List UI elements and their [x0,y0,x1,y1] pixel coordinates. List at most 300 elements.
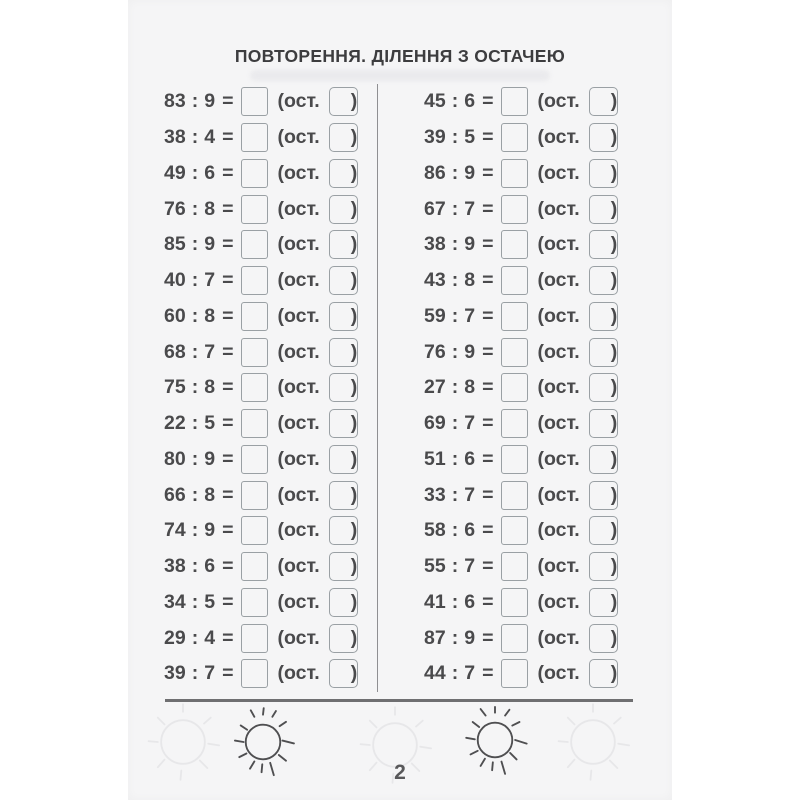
remainder-group [329,445,358,474]
remainder-label: (ост. [537,340,580,363]
close-paren: ) [610,626,618,649]
remainder-label: (ост. [537,555,580,578]
division-sign: : [191,304,199,327]
remainder-group [589,123,618,152]
exercise-row [424,263,672,299]
remainder-group [329,373,358,402]
quotient-answer-box[interactable] [241,624,268,653]
close-paren: ) [350,376,358,399]
page-number: 2 [394,761,406,784]
remainder-label: (ост. [537,447,580,470]
quotient-answer-box[interactable] [501,624,528,653]
dividend: 39 [424,126,446,149]
exercise-row [164,84,377,120]
division-sign: : [191,662,199,685]
equals-sign: = [222,340,234,363]
dividend: 85 [164,233,186,256]
division-sign: : [451,447,459,470]
remainder-group [329,159,358,188]
divisor: 9 [204,447,216,470]
dividend: 29 [164,626,186,649]
equals-sign: = [222,161,234,184]
dividend: 39 [164,662,186,685]
divisor: 9 [204,90,216,113]
exercise-row [164,263,377,299]
divisor: 5 [204,590,216,613]
divisor: 6 [204,555,216,578]
exercise-column-right [377,84,672,692]
divisor: 7 [204,269,216,292]
dividend: 43 [424,269,446,292]
close-paren: ) [610,447,618,470]
division-sign: : [451,161,459,184]
remainder-label: (ост. [537,412,580,435]
remainder-group [589,195,618,224]
exercise-row [164,406,377,442]
division-sign: : [191,555,199,578]
close-paren: ) [610,233,618,256]
remainder-label: (ост. [277,161,320,184]
dividend: 45 [424,90,446,113]
remainder-label: (ост. [277,90,320,113]
divisor: 9 [204,233,216,256]
remainder-group [329,195,358,224]
close-paren: ) [350,412,358,435]
remainder-group [329,302,358,331]
quotient-answer-box[interactable] [501,159,528,188]
remainder-group [589,516,618,545]
dividend: 55 [424,555,446,578]
close-paren: ) [350,90,358,113]
dividend: 75 [164,376,186,399]
division-sign: : [451,555,459,578]
exercise-row [164,120,377,156]
remainder-group [589,659,618,688]
dividend: 74 [164,519,186,542]
remainder-group [589,159,618,188]
equals-sign: = [222,376,234,399]
dividend: 87 [424,626,446,649]
quotient-answer-box[interactable] [501,481,528,510]
divisor: 7 [204,662,216,685]
equals-sign: = [482,304,494,327]
division-sign: : [191,233,199,256]
dividend: 27 [424,376,446,399]
equals-sign: = [222,412,234,435]
remainder-group [329,338,358,367]
exercise-row [164,227,377,263]
remainder-label: (ост. [537,376,580,399]
quotient-answer-box[interactable] [241,409,268,438]
remainder-label: (ост. [277,590,320,613]
remainder-group [329,87,358,116]
division-sign: : [191,197,199,220]
quotient-answer-box[interactable] [501,516,528,545]
exercise-row [164,656,377,692]
exercise-columns [128,84,672,692]
exercise-row [424,585,672,621]
dividend: 59 [424,304,446,327]
exercise-row [424,620,672,656]
dividend: 22 [164,412,186,435]
close-paren: ) [610,483,618,506]
close-paren: ) [610,90,618,113]
quotient-answer-box[interactable] [241,338,268,367]
divisor: 7 [464,412,476,435]
equals-sign: = [482,555,494,578]
remainder-group [589,481,618,510]
remainder-label: (ост. [537,304,580,327]
remainder-group [329,266,358,295]
dividend: 68 [164,340,186,363]
close-paren: ) [350,447,358,470]
dividend: 80 [164,447,186,470]
divisor: 8 [464,269,476,292]
quotient-answer-box[interactable] [501,373,528,402]
remainder-label: (ост. [537,626,580,649]
equals-sign: = [482,197,494,220]
exercise-row [424,120,672,156]
remainder-label: (ост. [537,590,580,613]
equals-sign: = [222,555,234,578]
divisor: 9 [464,340,476,363]
equals-sign: = [482,161,494,184]
quotient-answer-box[interactable] [501,230,528,259]
remainder-label: (ост. [537,519,580,542]
remainder-label: (ост. [537,483,580,506]
remainder-label: (ост. [537,197,580,220]
divisor: 4 [204,626,216,649]
dividend: 38 [164,555,186,578]
exercise-row [424,513,672,549]
divisor: 8 [204,376,216,399]
exercise-row [424,549,672,585]
quotient-answer-box[interactable] [501,123,528,152]
close-paren: ) [350,626,358,649]
quotient-answer-box[interactable] [241,445,268,474]
divisor: 5 [204,412,216,435]
remainder-group [589,87,618,116]
division-sign: : [191,483,199,506]
exercise-row [164,549,377,585]
exercise-row [424,370,672,406]
dividend: 34 [164,590,186,613]
equals-sign: = [222,519,234,542]
close-paren: ) [350,304,358,327]
quotient-answer-box[interactable] [241,266,268,295]
exercise-row [424,227,672,263]
close-paren: ) [350,233,358,256]
division-sign: : [451,90,459,113]
equals-sign: = [482,126,494,149]
exercise-row [164,370,377,406]
equals-sign: = [482,233,494,256]
remainder-group [589,373,618,402]
remainder-label: (ост. [277,340,320,363]
equals-sign: = [482,90,494,113]
remainder-group [329,516,358,545]
remainder-group [329,624,358,653]
division-sign: : [451,197,459,220]
dividend: 86 [424,161,446,184]
dividend: 60 [164,304,186,327]
equals-sign: = [482,269,494,292]
divisor: 8 [204,197,216,220]
remainder-group [329,588,358,617]
divisor: 9 [464,233,476,256]
dividend: 76 [424,340,446,363]
exercise-row [424,656,672,692]
close-paren: ) [350,126,358,149]
equals-sign: = [222,304,234,327]
close-paren: ) [610,304,618,327]
equals-sign: = [222,662,234,685]
close-paren: ) [610,519,618,542]
worksheet-page [128,0,672,800]
exercise-row [164,299,377,335]
remainder-label: (ост. [277,376,320,399]
equals-sign: = [222,483,234,506]
remainder-label: (ост. [277,519,320,542]
remainder-group [589,266,618,295]
dividend: 41 [424,590,446,613]
dividend: 51 [424,447,446,470]
dividend: 40 [164,269,186,292]
equals-sign: = [222,126,234,149]
dividend: 67 [424,197,446,220]
quotient-answer-box[interactable] [501,552,528,581]
exercise-row [164,442,377,478]
divisor: 9 [464,161,476,184]
dividend: 38 [164,126,186,149]
exercise-row [164,191,377,227]
division-sign: : [451,126,459,149]
close-paren: ) [610,412,618,435]
equals-sign: = [482,590,494,613]
division-sign: : [451,233,459,256]
quotient-answer-box[interactable] [241,87,268,116]
equals-sign: = [222,233,234,256]
remainder-group [589,552,618,581]
remainder-label: (ост. [277,662,320,685]
remainder-label: (ост. [277,626,320,649]
close-paren: ) [610,590,618,613]
close-paren: ) [350,590,358,613]
remainder-label: (ост. [277,197,320,220]
equals-sign: = [222,447,234,470]
remainder-label: (ост. [277,555,320,578]
quotient-answer-box[interactable] [501,87,528,116]
division-sign: : [191,412,199,435]
close-paren: ) [610,197,618,220]
quotient-answer-box[interactable] [241,123,268,152]
division-sign: : [451,483,459,506]
divisor: 7 [464,197,476,220]
quotient-answer-box[interactable] [501,195,528,224]
quotient-answer-box[interactable] [241,230,268,259]
exercise-row [424,442,672,478]
remainder-group [329,230,358,259]
divisor: 7 [464,662,476,685]
remainder-label: (ост. [277,447,320,470]
divisor: 6 [464,447,476,470]
equals-sign: = [222,197,234,220]
divisor: 8 [464,376,476,399]
close-paren: ) [350,555,358,578]
divisor: 9 [204,519,216,542]
remainder-label: (ост. [537,161,580,184]
quotient-answer-box[interactable] [241,195,268,224]
quotient-answer-box[interactable] [501,338,528,367]
division-sign: : [191,161,199,184]
remainder-group [329,409,358,438]
equals-sign: = [482,447,494,470]
dividend: 38 [424,233,446,256]
equals-sign: = [482,662,494,685]
dividend: 69 [424,412,446,435]
show-through-ghost [250,70,550,81]
divisor: 6 [464,590,476,613]
division-sign: : [191,519,199,542]
divisor: 9 [464,626,476,649]
dividend: 66 [164,483,186,506]
division-sign: : [451,412,459,435]
remainder-label: (ост. [277,269,320,292]
exercise-row [424,84,672,120]
equals-sign: = [482,376,494,399]
division-sign: : [191,269,199,292]
remainder-label: (ост. [277,304,320,327]
remainder-label: (ост. [277,126,320,149]
quotient-answer-box[interactable] [241,659,268,688]
quotient-answer-box[interactable] [501,659,528,688]
divisor: 5 [464,126,476,149]
quotient-answer-box[interactable] [501,409,528,438]
remainder-group [589,624,618,653]
equals-sign: = [482,626,494,649]
divisor: 7 [464,555,476,578]
division-sign: : [451,304,459,327]
divisor: 6 [204,161,216,184]
divisor: 6 [464,519,476,542]
dividend: 33 [424,483,446,506]
close-paren: ) [610,662,618,685]
exercise-column-left [128,84,377,692]
division-sign: : [451,519,459,542]
remainder-label: (ост. [277,412,320,435]
remainder-group [329,659,358,688]
remainder-group [589,338,618,367]
division-sign: : [191,590,199,613]
equals-sign: = [222,90,234,113]
close-paren: ) [610,555,618,578]
divisor: 8 [204,304,216,327]
close-paren: ) [350,519,358,542]
equals-sign: = [482,412,494,435]
remainder-label: (ост. [537,233,580,256]
divisor: 7 [464,483,476,506]
close-paren: ) [610,376,618,399]
exercise-row [164,477,377,513]
quotient-answer-box[interactable] [241,373,268,402]
remainder-label: (ост. [277,233,320,256]
equals-sign: = [482,340,494,363]
quotient-answer-box[interactable] [241,552,268,581]
page-title: ПОВТОРЕННЯ. ДІЛЕННЯ З ОСТАЧЕЮ [234,46,566,66]
division-sign: : [451,590,459,613]
remainder-label: (ост. [277,483,320,506]
division-sign: : [191,340,199,363]
remainder-group [589,445,618,474]
exercise-row [164,334,377,370]
remainder-label: (ост. [537,662,580,685]
quotient-answer-box[interactable] [501,445,528,474]
exercise-row [424,299,672,335]
quotient-answer-box[interactable] [501,302,528,331]
quotient-answer-box[interactable] [241,516,268,545]
exercise-row [424,334,672,370]
exercise-row [164,620,377,656]
division-sign: : [191,90,199,113]
division-sign: : [451,662,459,685]
quotient-answer-box[interactable] [241,481,268,510]
divisor: 6 [464,90,476,113]
divisor: 8 [204,483,216,506]
divisor: 4 [204,126,216,149]
close-paren: ) [350,197,358,220]
quotient-answer-box[interactable] [501,266,528,295]
division-sign: : [191,376,199,399]
close-paren: ) [610,161,618,184]
close-paren: ) [350,483,358,506]
dividend: 49 [164,161,186,184]
remainder-group [329,552,358,581]
equals-sign: = [482,519,494,542]
remainder-label: (ост. [537,269,580,292]
remainder-label: (ост. [537,90,580,113]
remainder-group [589,588,618,617]
dividend: 76 [164,197,186,220]
dividend: 83 [164,90,186,113]
close-paren: ) [350,662,358,685]
quotient-answer-box[interactable] [241,159,268,188]
close-paren: ) [610,340,618,363]
exercise-row [164,585,377,621]
dividend: 44 [424,662,446,685]
equals-sign: = [482,483,494,506]
quotient-answer-box[interactable] [501,588,528,617]
close-paren: ) [350,340,358,363]
division-sign: : [451,269,459,292]
quotient-answer-box[interactable] [241,302,268,331]
remainder-group [589,302,618,331]
division-sign: : [191,126,199,149]
quotient-answer-box[interactable] [241,588,268,617]
exercise-row [424,191,672,227]
equals-sign: = [222,626,234,649]
division-sign: : [191,626,199,649]
close-paren: ) [610,126,618,149]
close-paren: ) [350,269,358,292]
divisor: 7 [464,304,476,327]
close-paren: ) [350,161,358,184]
remainder-group [589,230,618,259]
remainder-group [329,123,358,152]
exercise-row [164,156,377,192]
remainder-label: (ост. [537,126,580,149]
equals-sign: = [222,590,234,613]
remainder-group [589,409,618,438]
